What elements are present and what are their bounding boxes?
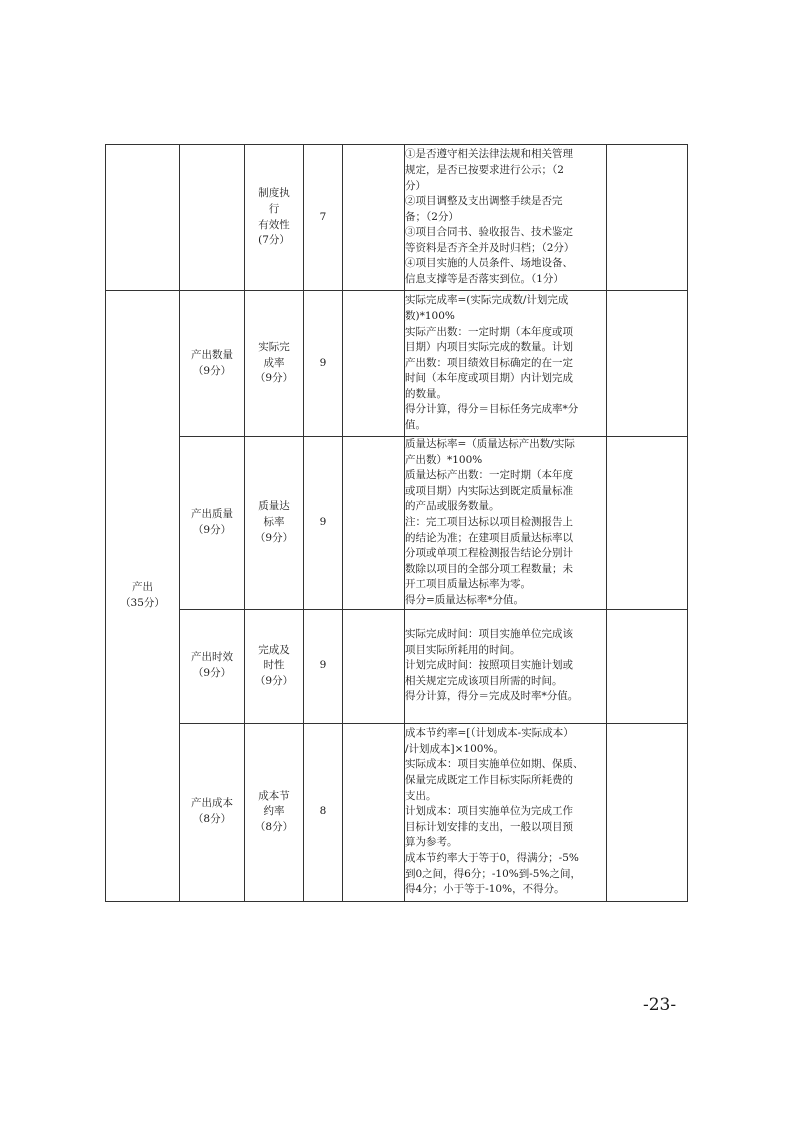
criteria-cell xyxy=(405,609,607,723)
level2-cell xyxy=(180,723,245,901)
level3-cell xyxy=(245,145,304,291)
criteria-line: 实际产出数：一定时期（本年度或项 xyxy=(405,325,573,338)
criteria-line: 实际完成时间：项目实施单位完成该 xyxy=(405,628,573,641)
criteria-line: 计划完成时间：按照项目实施计划或 xyxy=(405,659,573,672)
criteria-line: ①是否遵守相关法律法规和相关管理 xyxy=(405,148,573,161)
table-row xyxy=(106,291,688,437)
level3-cell xyxy=(245,723,304,901)
level2-line: 产出数量 xyxy=(191,348,233,361)
empty-cell xyxy=(343,437,405,610)
level3-cell xyxy=(245,291,304,437)
criteria-line: 支出。 xyxy=(405,789,437,802)
criteria-line: 规定，是否已按要求进行公示；（2 xyxy=(405,163,564,176)
criteria-line: 实际完成率=(实际完成数/计划完成 xyxy=(405,294,569,307)
empty-cell xyxy=(343,145,405,291)
level2-line: 产出质量 xyxy=(191,508,233,521)
level3-line: (7分） xyxy=(258,234,290,247)
level3-line: 有效性 xyxy=(258,218,290,231)
criteria-line: 实际成本：项目实施单位如期、保质、 xyxy=(405,758,584,771)
output-group-line: （35分） xyxy=(120,596,165,609)
criteria-line: 开工项目质量达标率为零。 xyxy=(405,578,531,591)
score-cell: 8 xyxy=(304,723,343,901)
criteria-line: 得分计算，得分＝完成及时率*分值。 xyxy=(405,690,579,703)
evaluation-table xyxy=(105,144,688,902)
empty-cell xyxy=(607,145,688,291)
level3-line: 成本节 xyxy=(258,789,290,802)
criteria-line: 或项目期）内实际达到既定质量标准 xyxy=(405,484,573,497)
level3-line: 约率 xyxy=(263,805,285,818)
score-cell: 9 xyxy=(304,609,343,723)
empty-cell xyxy=(607,723,688,901)
level3-cell xyxy=(245,609,304,723)
criteria-cell xyxy=(405,437,607,610)
criteria-line: 产出数）*100% xyxy=(405,453,483,466)
criteria-line: 信息支撑等是否落实到位。（1分） xyxy=(405,273,564,286)
output-group-cell xyxy=(106,291,180,902)
empty-cell xyxy=(343,723,405,901)
page-number: -23- xyxy=(643,995,677,1015)
criteria-line: 产出数：项目绩效目标确定的在一定 xyxy=(405,356,573,369)
level3-line: 行 xyxy=(268,202,280,215)
criteria-line: 等资料是否齐全并及时归档；（2分） xyxy=(405,241,575,254)
level1-cell xyxy=(106,145,180,291)
criteria-line: 质量达标产出数：一定时期（本年度 xyxy=(405,469,573,482)
table-row xyxy=(106,723,688,901)
criteria-line: ③项目合同书、验收报告、技术鉴定 xyxy=(405,226,573,239)
criteria-line: 的产品或服务数量。 xyxy=(405,500,500,513)
level3-line: 成率 xyxy=(263,356,285,369)
level3-line: 实际完 xyxy=(258,341,290,354)
level3-line: 标率 xyxy=(263,515,285,528)
score-cell: 7 xyxy=(304,145,343,291)
criteria-cell xyxy=(405,291,607,437)
level3-cell xyxy=(245,437,304,610)
criteria-line: 值。 xyxy=(405,419,426,432)
score-cell: 9 xyxy=(304,437,343,610)
level2-cell xyxy=(180,437,245,610)
empty-cell xyxy=(343,291,405,437)
table-row xyxy=(106,437,688,610)
criteria-line: 得4分；小于等于-10%，不得分。 xyxy=(405,883,565,896)
empty-cell xyxy=(607,609,688,723)
output-group-line: 产出 xyxy=(132,581,153,594)
criteria-line: 到0之间，得6分；-10%到-5%之间， xyxy=(405,867,581,880)
table-row xyxy=(106,609,688,723)
criteria-line: ④项目实施的人员条件、场地设备、 xyxy=(405,257,573,270)
criteria-line: 得分计算，得分＝目标任务完成率*分 xyxy=(405,403,579,416)
level3-line: （8分） xyxy=(254,820,294,833)
level2-cell xyxy=(180,145,245,291)
criteria-line: 计划成本：项目实施单位为完成工作 xyxy=(405,805,573,818)
criteria-cell xyxy=(405,723,607,901)
criteria-line: 的结论为准；在建项目质量达标率以 xyxy=(405,531,573,544)
criteria-line: 项目实际所耗用的时间。 xyxy=(405,643,521,656)
criteria-line: 注：完工项目达标以项目检测报告上 xyxy=(405,515,573,528)
criteria-line: 算为参考。 xyxy=(405,836,458,849)
criteria-line: 成本节约率=[（计划成本-实际成本） xyxy=(405,727,574,740)
criteria-line: 分项或单项工程检测报告结论分别计 xyxy=(405,547,573,560)
level2-line: （8分） xyxy=(192,813,232,826)
level3-line: （9分） xyxy=(254,531,294,544)
level2-line: （9分） xyxy=(192,364,232,377)
criteria-line: 得分=质量达标率*分值。 xyxy=(405,593,525,606)
level2-line: （9分） xyxy=(192,667,232,680)
criteria-line: 分） xyxy=(405,179,426,192)
level3-line: （9分） xyxy=(254,674,294,687)
criteria-line: 时间（本年度或项目期）内计划完成 xyxy=(405,372,573,385)
criteria-line: 目期）内项目实际完成的数量。计划 xyxy=(405,341,573,354)
level2-cell xyxy=(180,609,245,723)
table-row xyxy=(106,145,688,291)
score-cell: 9 xyxy=(304,291,343,437)
criteria-line: 目标计划安排的支出，一般以项目预 xyxy=(405,820,573,833)
criteria-line: 相关规定完成该项目所需的时间。 xyxy=(405,674,563,687)
level3-line: 完成及 xyxy=(258,643,290,656)
level3-line: 质量达 xyxy=(258,500,290,513)
level2-cell xyxy=(180,291,245,437)
level2-line: （9分） xyxy=(192,523,232,536)
criteria-line: 备；（2分） xyxy=(405,210,459,223)
criteria-line: 数)*100% xyxy=(405,309,455,322)
level3-line: 制度执 xyxy=(258,187,290,200)
empty-cell xyxy=(607,291,688,437)
level3-line: 时性 xyxy=(263,659,285,672)
criteria-line: 数除以项目的全部分项工程数量；未 xyxy=(405,562,573,575)
level3-line: （9分） xyxy=(254,372,294,385)
level2-line: 产出时效 xyxy=(191,651,233,664)
criteria-line: 成本节约率大于等于0，得满分；-5% xyxy=(405,852,579,865)
criteria-line: 保量完成既定工作目标实际所耗费的 xyxy=(405,774,573,787)
criteria-line: ②项目调整及支出调整手续是否完 xyxy=(405,195,563,208)
criteria-line: 的数量。 xyxy=(405,387,447,400)
criteria-cell xyxy=(405,145,607,291)
empty-cell xyxy=(607,437,688,610)
criteria-line: 质量达标率=（质量达标产出数/实际 xyxy=(405,438,575,450)
level2-line: 产出成本 xyxy=(191,797,233,810)
empty-cell xyxy=(343,609,405,723)
criteria-line: /计划成本]×100%。 xyxy=(405,742,504,755)
